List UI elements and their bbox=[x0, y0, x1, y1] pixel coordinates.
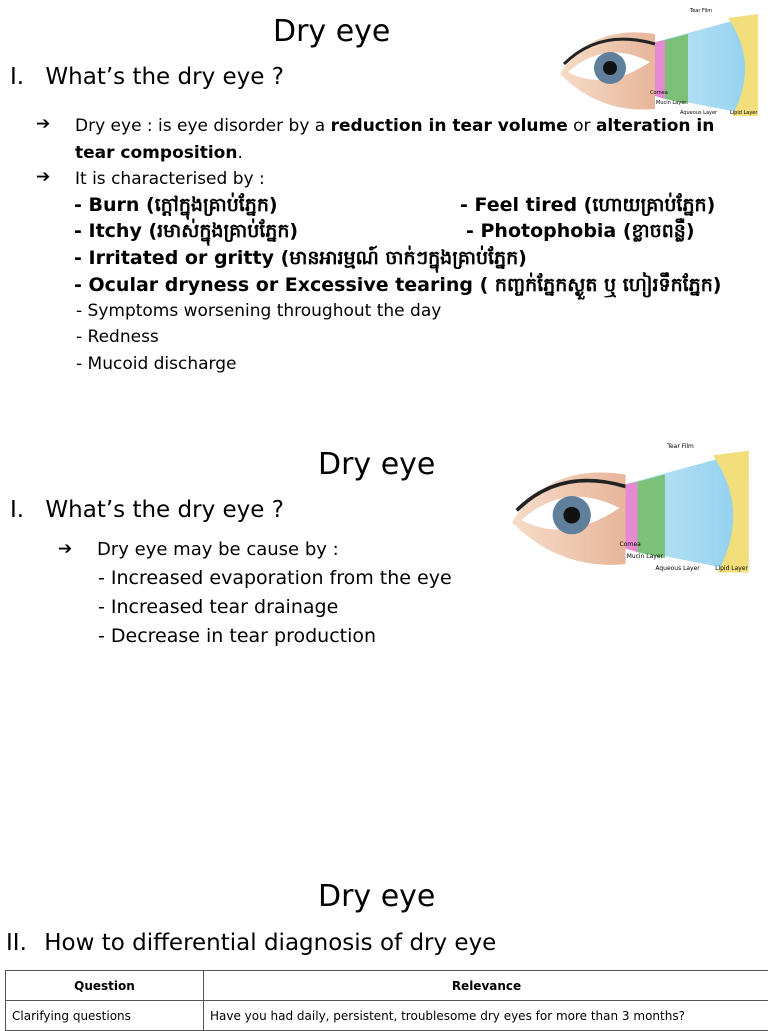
symptom-tired: - Feel tired (ហោយគ្រាប់ភ្នែក) bbox=[460, 194, 715, 216]
table-cell: Clarifying questions bbox=[6, 1001, 204, 1031]
slide3-heading-text: How to differential diagnosis of dry eye bbox=[44, 930, 496, 956]
right-arrow-icon: ➔ bbox=[36, 167, 50, 187]
cause-item-3: - Decrease in tear production bbox=[98, 625, 376, 647]
symptom-ocular: - Ocular dryness or Excessive tearing ( កញ្ចក់ភ្នែកស្ងួត ឬ ហៀរទឹកភ្នែក) bbox=[74, 274, 721, 296]
slide3-title: Dry eye bbox=[318, 879, 435, 914]
svg-text:Aqueous Layer: Aqueous Layer bbox=[655, 565, 700, 572]
svg-text:Mucin Layer: Mucin Layer bbox=[627, 553, 664, 560]
tear-film-eye-illustration bbox=[512, 438, 757, 578]
bullet1-bold2: alteration in bbox=[596, 116, 714, 136]
table-header-relevance: Relevance bbox=[204, 971, 768, 1001]
table-header-question: Question bbox=[6, 971, 204, 1001]
slide1-heading-number: I. bbox=[10, 64, 24, 90]
cause-item-1: - Increased evaporation from the eye bbox=[98, 567, 452, 589]
symptom-irritated: - Irritated or gritty (មានអារម្មណ៍ ចាក់ៗក្នុងគ្រាប់ភ្នែក) bbox=[74, 247, 527, 269]
slide1-heading bbox=[10, 64, 284, 90]
slide1-bullet2: It is characterised by : bbox=[75, 168, 265, 190]
svg-text:Tear Film: Tear Film bbox=[689, 8, 712, 14]
svg-text:Cornea: Cornea bbox=[620, 541, 642, 548]
slide1-bullet1-cont bbox=[75, 142, 243, 164]
differential-diagnosis-table bbox=[5, 970, 768, 1031]
svg-text:Lipid Layer: Lipid Layer bbox=[715, 565, 748, 572]
slide2-heading bbox=[10, 497, 284, 523]
symptom-worsening: - Symptoms worsening throughout the day bbox=[76, 300, 441, 322]
svg-text:Lipid Layer: Lipid Layer bbox=[730, 110, 758, 116]
right-arrow-icon: ➔ bbox=[58, 539, 72, 559]
bullet1-text2: or bbox=[568, 116, 596, 136]
slide2-heading-number: I. bbox=[10, 497, 24, 523]
svg-text:Cornea: Cornea bbox=[650, 90, 668, 96]
table-header-row bbox=[6, 971, 768, 1001]
symptom-mucoid: - Mucoid discharge bbox=[76, 353, 237, 375]
symptom-itchy: - Itchy (រមាស់ក្នុងគ្រាប់ភ្នែក) bbox=[74, 220, 298, 242]
cause-item-2: - Increased tear drainage bbox=[98, 596, 338, 618]
svg-text:Aqueous Layer: Aqueous Layer bbox=[680, 110, 718, 116]
symptom-burn: - Burn (ក្តៅក្នុងគ្រាប់ភ្នែក) bbox=[74, 194, 278, 216]
table-cell: Have you had daily, persistent, troublesome dry eyes for more than 3 months? bbox=[204, 1001, 768, 1031]
bullet1-bold1: reduction in tear volume bbox=[331, 116, 568, 136]
symptom-photophobia: - Photophobia (ខ្លាចពន្លឺ) bbox=[466, 220, 695, 242]
slide3-heading bbox=[6, 930, 496, 956]
slide1-bullet1 bbox=[75, 115, 714, 137]
table-row bbox=[6, 1001, 768, 1031]
slide1-title: Dry eye bbox=[273, 14, 390, 49]
slide2-bullet1: Dry eye may be cause by : bbox=[97, 539, 339, 561]
slide1-heading-text: What’s the dry eye ? bbox=[45, 64, 284, 90]
tear-film-eye-illustration bbox=[560, 4, 765, 120]
bullet1-bold3: tear composition bbox=[75, 143, 237, 163]
slide2-heading-text: What’s the dry eye ? bbox=[45, 497, 284, 523]
symptom-redness: - Redness bbox=[76, 326, 159, 348]
bullet1-period: . bbox=[237, 143, 242, 163]
slide2-title: Dry eye bbox=[318, 447, 435, 482]
svg-text:Mucin Layer: Mucin Layer bbox=[656, 100, 687, 106]
bullet1-text: Dry eye : is eye disorder by a bbox=[75, 116, 331, 136]
svg-text:Tear Film: Tear Film bbox=[666, 443, 694, 450]
slide3-heading-number: II. bbox=[6, 930, 27, 956]
right-arrow-icon: ➔ bbox=[36, 114, 50, 134]
